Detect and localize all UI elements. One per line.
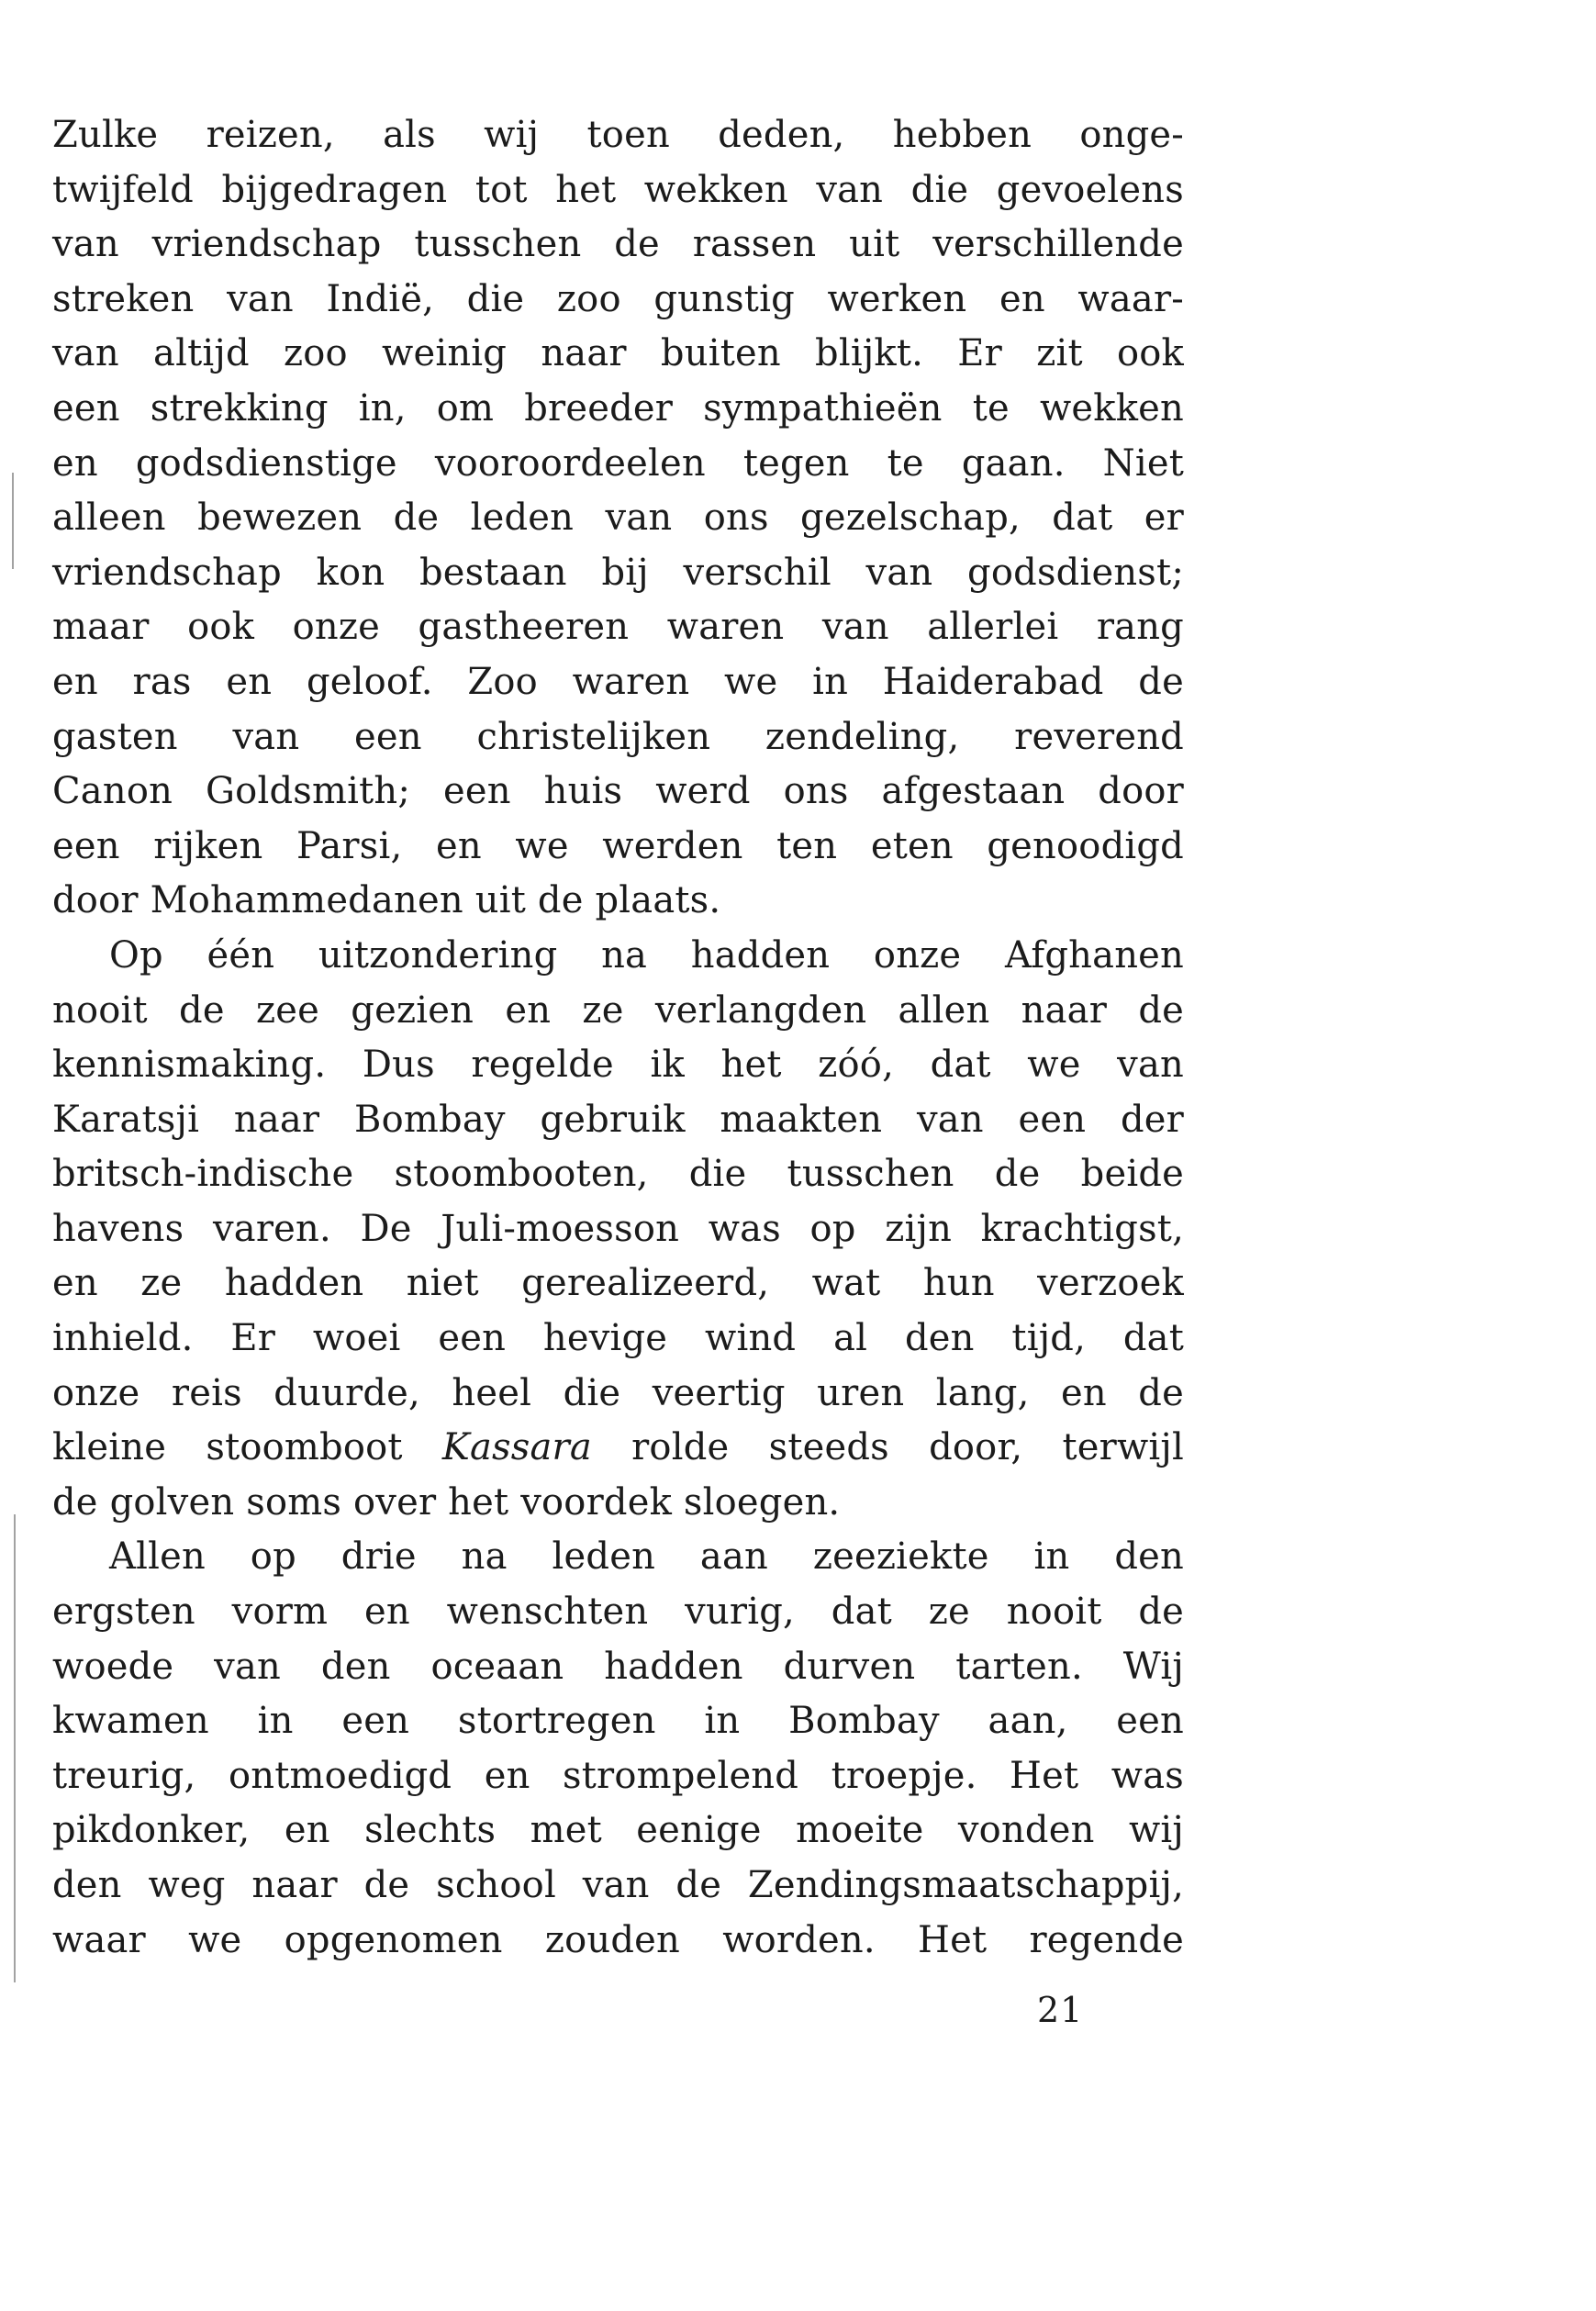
text-line: vriendschap kon bestaan bij verschil van godsdienst; (52, 551, 1184, 594)
paragraph-2 (52, 929, 1184, 1531)
paragraph-3 (52, 1530, 1184, 1968)
text-line: door Mohammedanen uit de plaats. (52, 879, 721, 922)
text-line: treurig, ontmoedigd en strompelend troepje. Het was (52, 1754, 1184, 1797)
text-line: havens varen. De Juli-moesson was op zijn krachtigst, (52, 1207, 1184, 1250)
text-line: waar we opgenomen zouden worden. Het regende (52, 1918, 1184, 1961)
text-line: Zulke reizen, als wij toen deden, hebben onge- (52, 114, 1184, 156)
text-line: Karatsji naar Bombay gebruik maakten van een der (52, 1098, 1184, 1141)
paragraph-1 (52, 108, 1184, 929)
text-line: maar ook onze gastheeren waren van allerlei rang (52, 606, 1184, 649)
text-line: en godsdienstige vooroordeelen tegen te gaan. Niet (52, 441, 1184, 485)
text-line: kennismaking. Dus regelde ik het zóó, dat we van (52, 1044, 1184, 1087)
text-fragment: rolde steeds door, terwijl (591, 1426, 1184, 1469)
text-line: een rijken Parsi, en we werden ten eten genoodigd (52, 824, 1184, 867)
body-text (52, 108, 1184, 1968)
text-line: den weg naar de school van de Zendingsmaatschappij, (52, 1864, 1184, 1906)
text-line: Allen op drie na leden aan zeeziekte in den (109, 1535, 1184, 1579)
text-line: pikdonker, en slechts met eenige moeite vonden wij (52, 1809, 1184, 1852)
text-line: Canon Goldsmith; een huis werd ons afgestaan door (52, 770, 1184, 813)
text-line: Op één uitzondering na hadden onze Afghanen (109, 933, 1184, 977)
text-line: twijfeld bijgedragen tot het wekken van die gevoelens (52, 168, 1184, 211)
text-line: van vriendschap tusschen de rassen uit verschillende (52, 223, 1184, 266)
text-line: en ze hadden niet gerealizeerd, wat hun verzoek (52, 1262, 1184, 1305)
text-line: nooit de zee gezien en ze verlangden allen naar de (52, 988, 1184, 1032)
text-fragment: kleine stoomboot (52, 1426, 442, 1469)
text-line-with-ship-name (52, 1421, 1184, 1476)
text-line: alleen bewezen de leden van ons gezelschap, dat er (52, 497, 1184, 540)
text-line: woede van den oceaan hadden durven tarten. Wij (52, 1645, 1184, 1688)
text-line: onze reis duurde, heel die veertig uren lang, en de (52, 1371, 1184, 1414)
ship-name: Kassara (441, 1426, 592, 1469)
text-line: de golven soms over het voordek sloegen. (52, 1480, 841, 1524)
text-line: kwamen in een stortregen in Bombay aan, een (52, 1700, 1184, 1743)
margin-mark (14, 1514, 16, 1982)
text-line: een strekking in, om breeder sympathieën te wekken (52, 386, 1184, 430)
text-line: britsch-indische stoombooten, die tusschen de beide (52, 1153, 1184, 1196)
text-line: streken van Indië, die zoo gunstig werken en waar- (52, 277, 1184, 320)
text-line: van altijd zoo weinig naar buiten blijkt. Er zit ook (52, 332, 1184, 375)
text-line: gasten van een christelijken zendeling, reverend (52, 715, 1184, 758)
margin-mark (12, 473, 14, 569)
text-line: en ras en geloof. Zoo waren we in Haiderabad de (52, 660, 1184, 703)
text-line: ergsten vorm en wenschten vurig, dat ze nooit de (52, 1591, 1184, 1634)
page-number: 21 (1037, 1990, 1084, 2030)
text-line: inhield. Er woei een hevige wind al den tijd, dat (52, 1317, 1184, 1360)
